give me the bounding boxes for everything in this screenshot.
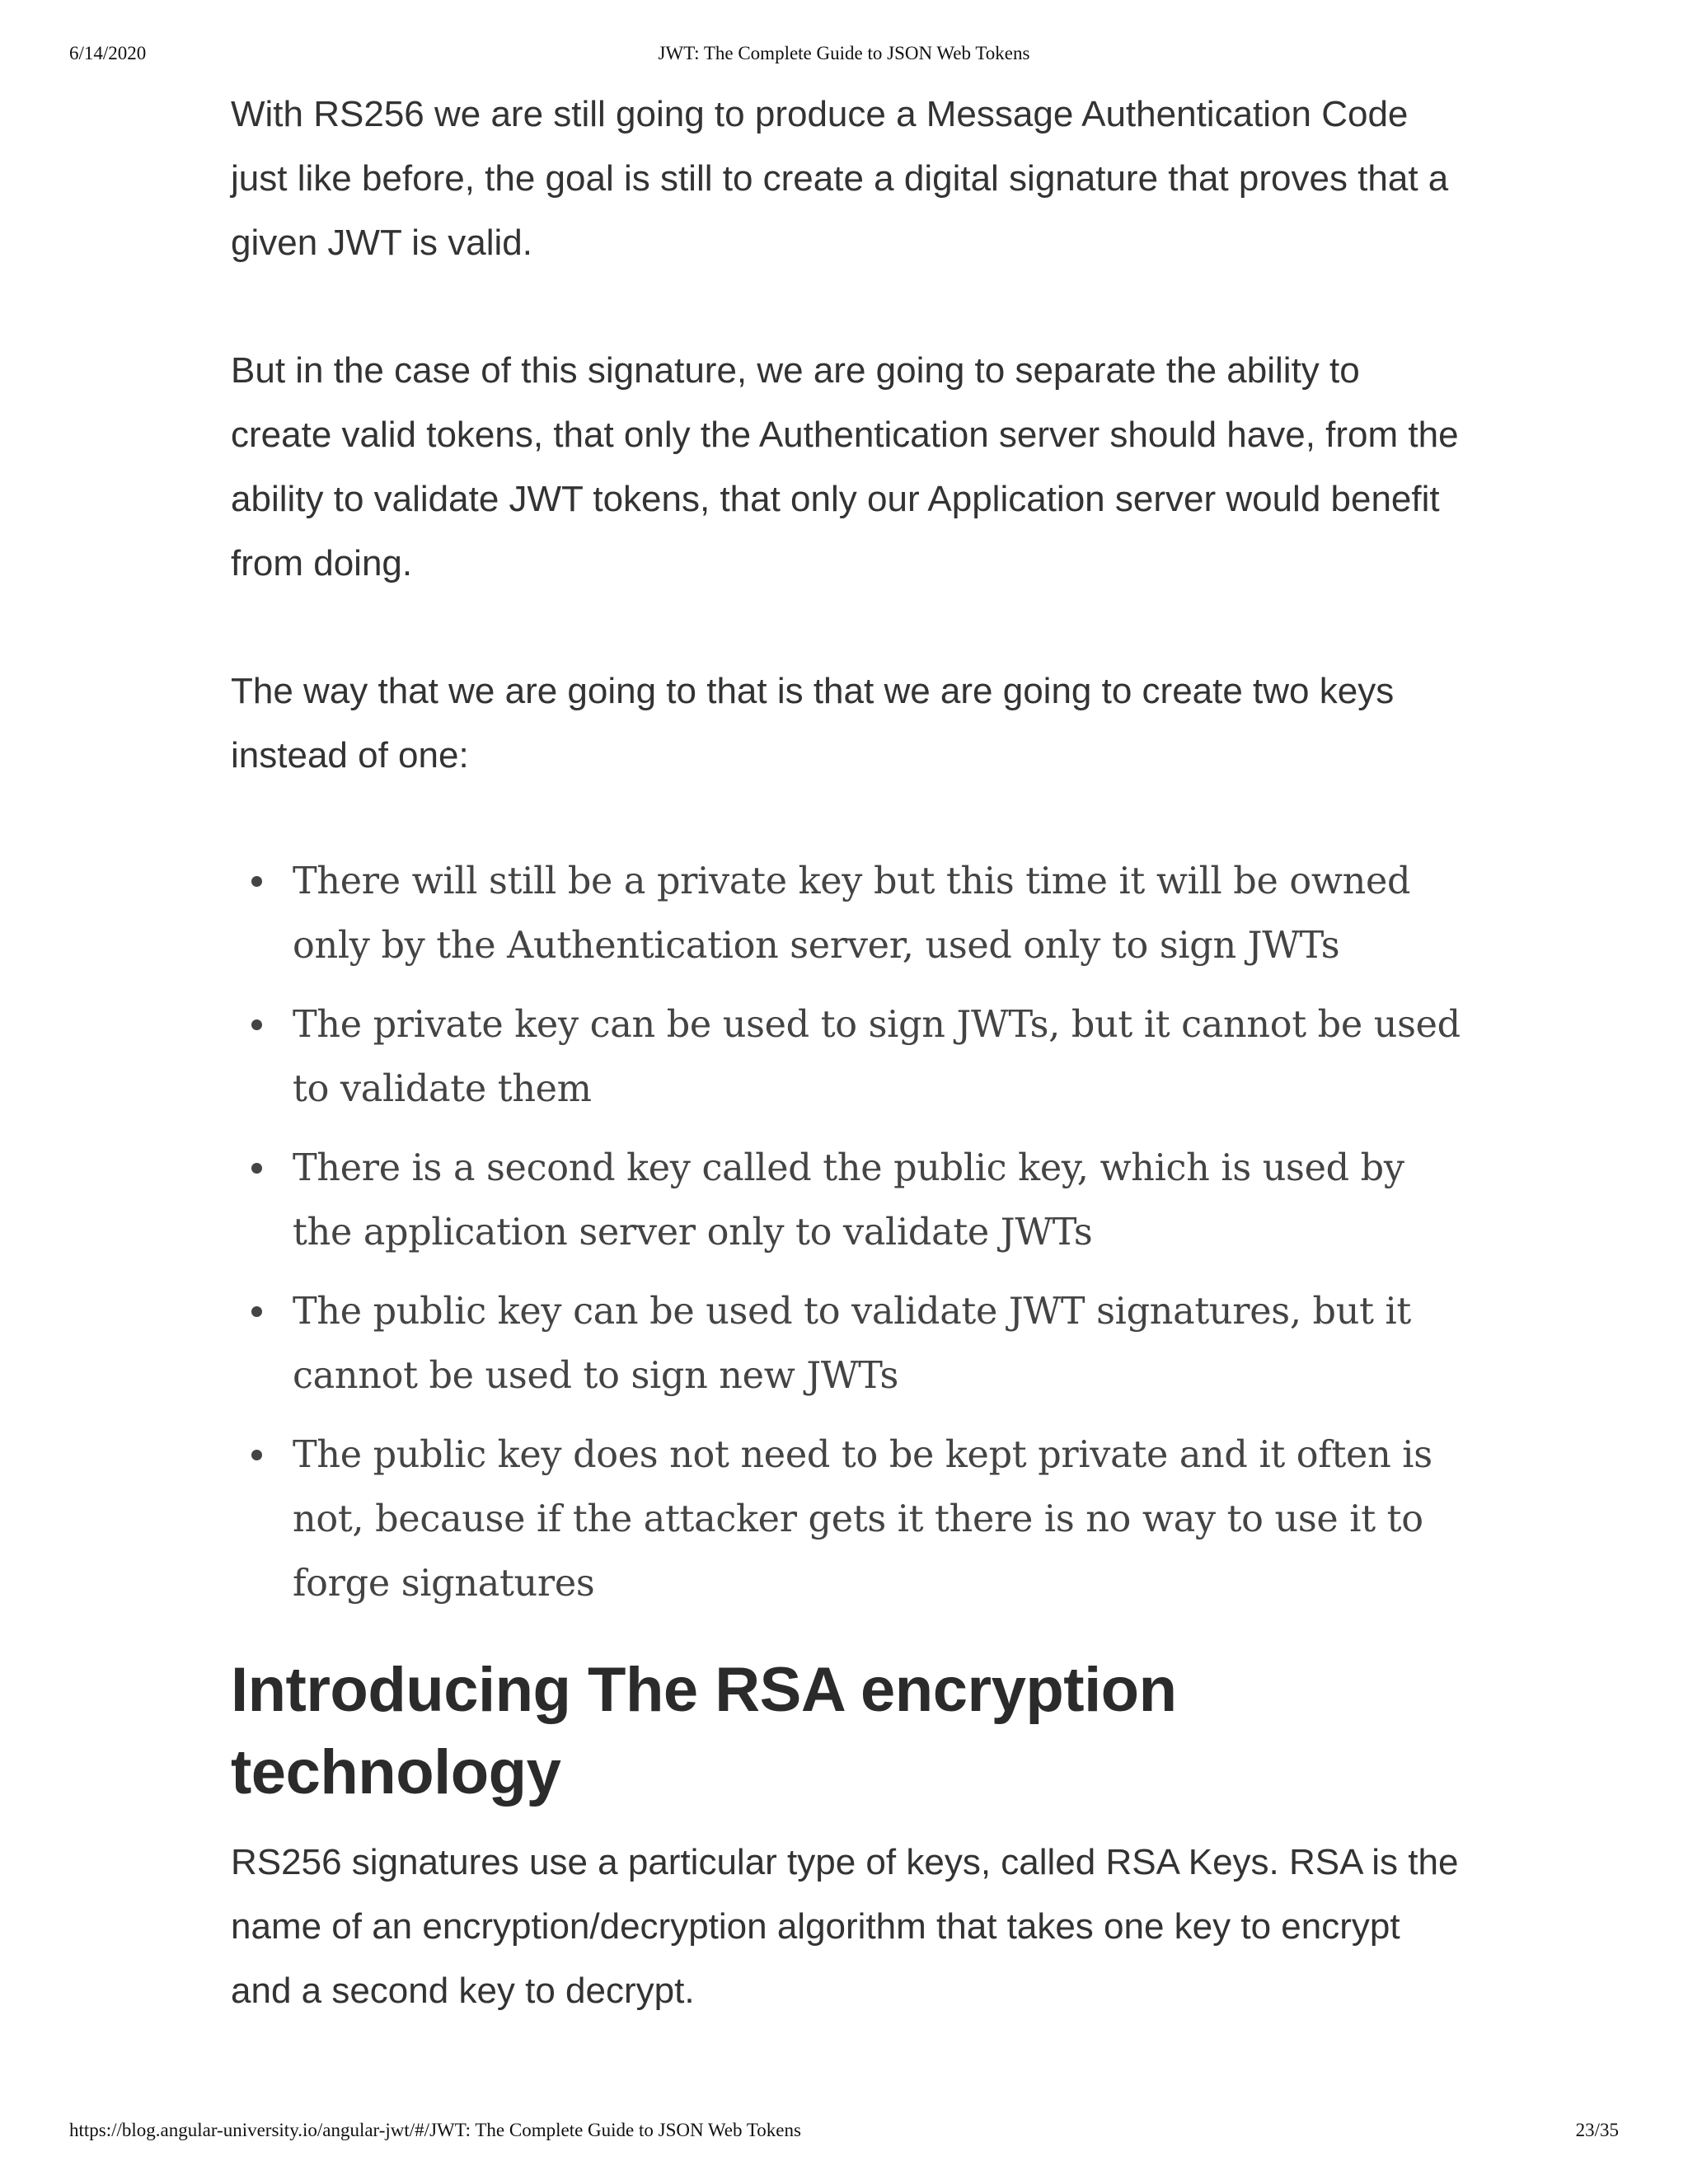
article-body — [231, 82, 1467, 2087]
list-item-text: The public key does not need to be kept private and it often is not, because if the attacker gets it there is no way to use it to forge signatures — [293, 1434, 1432, 1605]
print-date: 6/14/2020 — [69, 43, 147, 63]
list-item-text: There will still be a private key but this time it will be owned only by the Authentication server, used only to sign JWTs — [293, 860, 1411, 967]
paragraph: With RS256 we are still going to produce a Message Authentication Code just like before, the goal is still to create a digital signature that proves that a given JWT is valid. — [231, 94, 1449, 263]
section-paragraph: RS256 signatures use a particular type of keys, called RSA Keys. RSA is the name of an encryption/decryption algorithm that takes one key to encrypt and a second key to decrypt. — [231, 1842, 1459, 2011]
list-item — [231, 850, 1467, 978]
bullet-icon — [251, 1163, 262, 1174]
paragraph: The way that we are going to that is that we are going to create two keys instead of one: — [231, 671, 1395, 776]
bullet-icon — [251, 876, 262, 887]
list-item-text: There is a second key called the public key, which is used by the application server only to validate JWTs — [293, 1147, 1404, 1254]
section-heading: Introducing The RSA encryption technology — [231, 1655, 1177, 1807]
print-url: https://blog.angular-university.io/angular-jwt/#/JWT: The Complete Guide to JSON Web Tokens — [69, 2120, 801, 2140]
list-item — [231, 1280, 1467, 1408]
key-facts-list — [231, 850, 1467, 1616]
bullet-icon — [251, 1306, 262, 1317]
paragraph: But in the case of this signature, we are going to separate the ability to create valid tokens, that only the Authentication server should have, from the ability to validate JWT tokens, that only our Application server would benefit from doing. — [231, 350, 1459, 583]
page-number: 23/35 — [1575, 2120, 1619, 2140]
list-item — [231, 993, 1467, 1122]
list-item — [231, 1423, 1467, 1616]
list-item — [231, 1137, 1467, 1265]
bullet-icon — [251, 1019, 262, 1030]
print-page-title: JWT: The Complete Guide to JSON Web Tokens — [658, 43, 1030, 63]
print-footer — [0, 2120, 1688, 2144]
print-header — [0, 43, 1688, 68]
bullet-icon — [251, 1450, 262, 1460]
list-item-text: The public key can be used to validate JWT signatures, but it cannot be used to sign new JWTs — [293, 1291, 1412, 1397]
list-item-text: The private key can be used to sign JWTs, but it cannot be used to validate them — [293, 1004, 1461, 1110]
